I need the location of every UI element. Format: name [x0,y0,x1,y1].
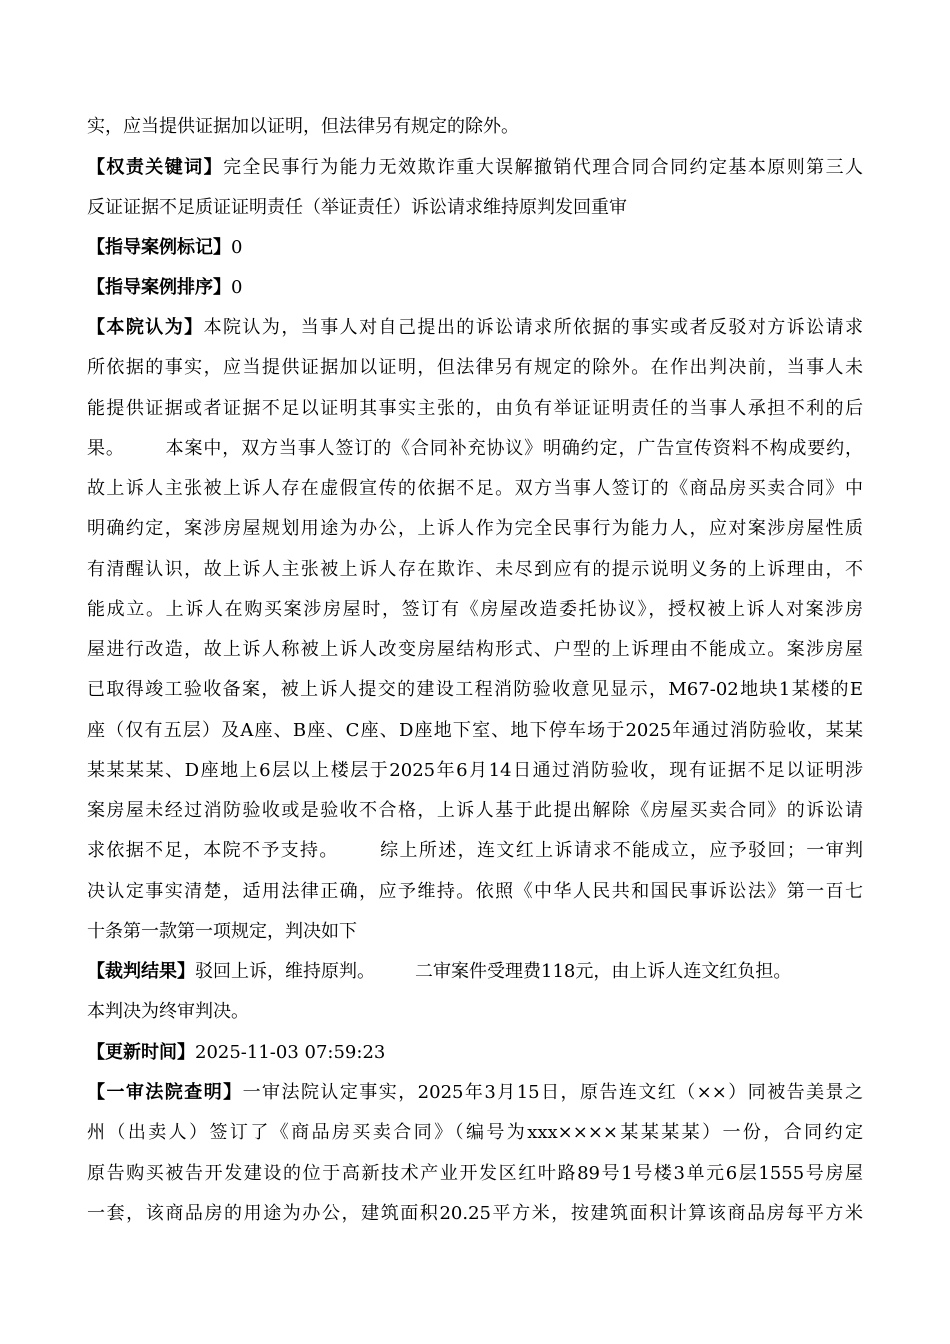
court-opinion-text-13: 案房屋未经过消防验收或是验收不合格，上诉人基于此提出解除《房屋买卖合同》的诉讼请 [87,800,863,821]
court-opinion-line-2 [87,348,863,388]
judgment-final: 本判决为终审判决。 [87,1001,249,1022]
first-instance-label: 【一审法院查明】 [87,1082,243,1103]
updated-value: 2025-11-03 07:59:23 [195,1042,386,1063]
first-instance-text-1: 一审法院认定事实，2025年3月15日，原告连文红（××）同被告美景之 [242,1082,863,1103]
first-instance-line-4 [87,1194,863,1234]
court-opinion-text-1: 本院认为，当事人对自己提出的诉讼请求所依据的事实或者反驳对方诉讼请求 [203,317,863,338]
court-opinion-line-11 [87,711,863,751]
judgment-text-a: 驳回上诉，维持原判。 [195,961,375,982]
judgment-text-b: 二审案件受理费118元，由上诉人连文红负担。 [415,961,792,982]
guiding-case-order-value: 0 [231,277,243,298]
court-opinion-text-9: 屋进行改造，故上诉人称被上诉人改变房屋结构形式、户型的上诉理由不能成立。案涉房屋 [87,639,863,660]
court-opinion-line-4 [87,429,863,469]
keywords-line-2 [87,188,863,228]
first-instance-text-3: 原告购买被告开发建设的位于高新技术产业开发区红叶路89号1号楼3单元6层1555号房屋 [87,1163,863,1184]
court-opinion-text-11: 座（仅有五层）及A座、B座、C座、D座地下室、地下停车场于2025年通过消防验收，某某 [87,720,863,741]
keywords-text-2: 反证证据不足质证证明责任（举证责任）诉讼请求维持原判发回重审 [87,197,627,218]
keywords-text-1: 完全民事行为能力无效欺诈重大误解撤销代理合同合同约定基本原则第三人 [223,157,863,178]
intro-tail-text: 实，应当提供证据加以证明，但法律另有规定的除外。 [87,116,519,137]
court-opinion-line-1 [87,308,863,348]
intro-tail-line [87,107,863,147]
court-opinion-text-15: 决认定事实清楚，适用法律正确，应予维持。依照《中华人民共和国民事诉讼法》第一百七 [87,881,863,902]
court-opinion-line-3 [87,389,863,429]
court-opinion-text-6: 明确约定，案涉房屋规划用途为办公，上诉人作为完全民事行为能力人，应对案涉房屋性质 [87,518,863,539]
keywords-line-1 [87,148,863,188]
guiding-case-mark-line [87,228,863,268]
court-opinion-line-14 [87,831,863,871]
judgment-line-1 [87,952,863,992]
court-opinion-text-5: 故上诉人主张被上诉人存在虚假宣传的依据不足。双方当事人签订的《商品房买卖合同》中 [87,478,863,499]
guiding-case-mark-value: 0 [231,237,243,258]
court-opinion-line-5 [87,469,863,509]
court-opinion-text-8: 能成立。上诉人在购买案涉房屋时，签订有《房屋改造委托协议》，授权被上诉人对案涉房 [87,599,863,620]
court-opinion-line14-start: 求依据不足，本院不予支持。 [87,840,339,861]
keywords-label: 【权责关键词】 [87,157,224,178]
court-opinion-text-3: 能提供证据或者证据不足以证明其事实主张的，由负有举证证明责任的当事人承担不利的后 [87,398,863,419]
first-instance-line-2 [87,1113,863,1153]
court-opinion-text-4: 本案中，双方当事人签订的《合同补充协议》明确约定，广告宣传资料不构成要约， [164,438,863,459]
court-opinion-text-14: 综上所述，连文红上诉请求不能成立，应予驳回；一审判 [378,840,863,861]
court-opinion-text-12: 某某某某、D座地上6层以上楼层于2025年6月14日通过消防验收，现有证据不足以证明涉 [87,760,863,781]
first-instance-line-1 [87,1073,863,1113]
guiding-case-order-line [87,268,863,308]
court-opinion-text-16: 十条第一款第一项规定，判决如下 [87,921,357,942]
court-opinion-label: 【本院认为】 [87,317,204,338]
first-instance-line-3 [87,1154,863,1194]
updated-line [87,1033,863,1073]
court-opinion-line-12 [87,751,863,791]
first-instance-text-4: 一套，该商品房的用途为办公，建筑面积20.25平方米，按建筑面积计算该商品房每平方米 [87,1203,863,1224]
first-instance-text-2: 州（出卖人）签订了《商品房买卖合同》（编号为xxx××××某某某某）一份，合同约定 [87,1122,863,1143]
court-opinion-line-6 [87,509,863,549]
court-opinion-line-8 [87,590,863,630]
court-opinion-line-13 [87,791,863,831]
guiding-case-mark-label: 【指导案例标记】 [87,237,231,258]
court-opinion-text-10: 已取得竣工验收备案，被上诉人提交的建设工程消防验收意见显示，M67-02地块1某楼的E [87,679,863,700]
guiding-case-order-label: 【指导案例排序】 [87,277,231,298]
court-opinion-line-10 [87,670,863,710]
court-opinion-text-2: 所依据的事实，应当提供证据加以证明，但法律另有规定的除外。在作出判决前，当事人未 [87,357,863,378]
court-opinion-text-7: 有清醒认识，故上诉人主张被上诉人存在欺诈、未尽到应有的提示说明义务的上诉理由，不 [87,559,863,580]
court-opinion-line-7 [87,550,863,590]
judgment-label: 【裁判结果】 [87,961,195,982]
court-opinion-line-16 [87,912,863,952]
court-opinion-line-9 [87,630,863,670]
court-opinion-line4-start: 果。 [87,438,125,459]
court-opinion-line-15 [87,872,863,912]
judgment-line-2 [87,992,863,1032]
updated-label: 【更新时间】 [87,1042,195,1063]
